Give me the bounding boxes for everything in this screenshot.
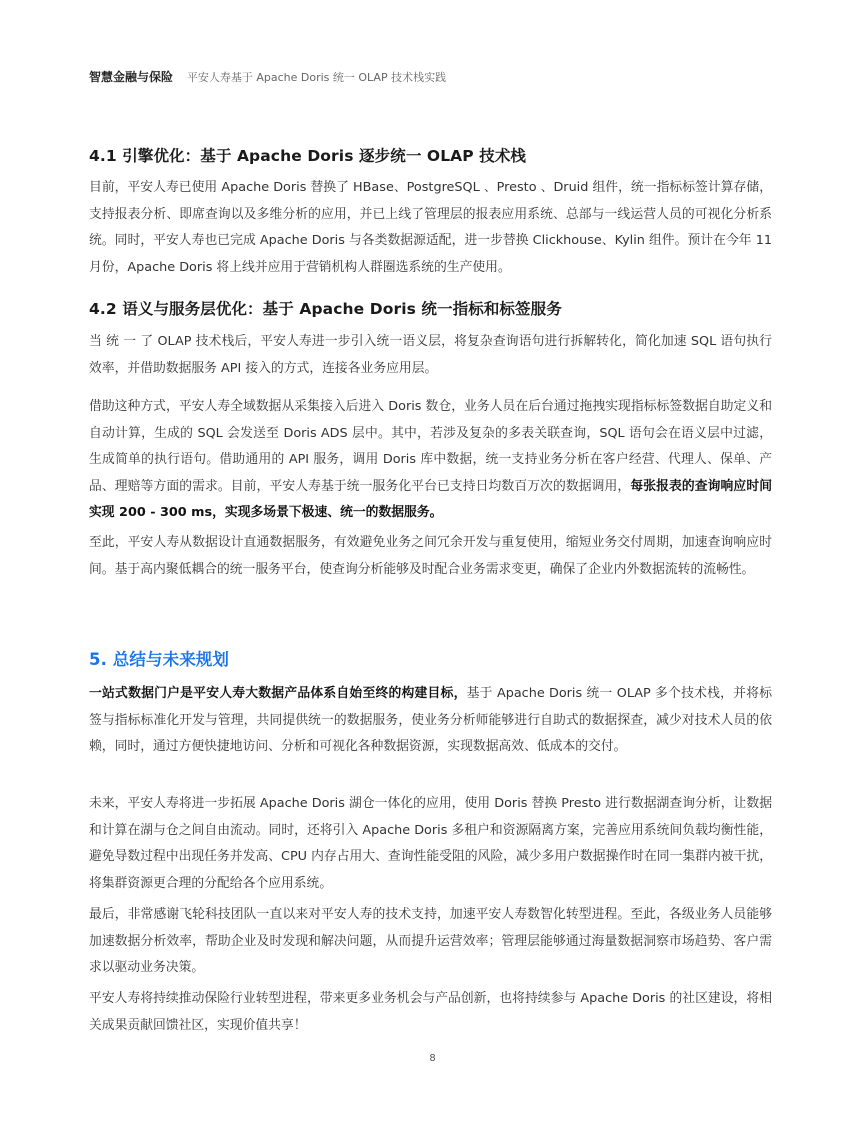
paragraph-2-highlight: 每张报表的查询响应时间实现 200 - 300 ms，实现多场景下极速、统一的数据服务。 xyxy=(89,478,773,521)
section-4-2-paragraph-1: 当 统 一 了 OLAP 技术栈后，平安人寿进一步引入统一语义层，将复杂查询语句进行拆解转化，简化加速 SQL 语句执行效率，并借助数据服务 API 接入的方式，连接各业务应用层。 xyxy=(89,334,772,376)
section-4-2-paragraph-2 xyxy=(89,394,772,527)
section-5-title: 5. 总结与未来规划 xyxy=(89,650,229,669)
paragraph-1-text: 基于 Apache Doris 统一 OLAP 多个技术栈，并将标签与指标标准化开发与管理，共同提供统一的数据服务，使业务分析师能够进行自助式的数据探查，减少对技术人员的依赖，同时，通过方便快捷地访问、分析和可视化各种数据资源，实现数据高效、低成本的交付。 xyxy=(89,686,773,755)
section-5-paragraph-2: 未来，平安人寿将进一步拓展 Apache Doris 湖仓一体化的应用，使用 Doris 替换 Presto 进行数据湖查询分析，让数据和计算在湖与仓之间自由流动。同时，还将引入 Apache Doris 多租户和资源隔离方案，完善应用系统间负载均衡性能，避免导数过程中出现任务并发高、CPU 内存占用大、查询性能受阻的风险，减少多用户数据操作时在同一集群内被干扰，将集群资源更合理的分配给各个应用系统。 xyxy=(89,796,772,891)
section-4-1-title: 4.1 引擎优化：基于 Apache Doris 逐步统一 OLAP 技术栈 xyxy=(89,147,527,165)
paragraph-1-highlight: 一站式数据门户是平安人寿大数据产品体系自始至终的构建目标， xyxy=(89,686,467,701)
page-number: 8 xyxy=(429,1053,436,1064)
section-5-paragraph-3: 最后，非常感谢飞轮科技团队一直以来对平安人寿的技术支持，加速平安人寿数智化转型进程。至此，各级业务人员能够加速数据分析效率，帮助企业及时发现和解决问题，从而提升运营效率；管理层能够通过海量数据洞察市场趋势、客户需求以驱动业务决策。 xyxy=(89,907,772,976)
header-brand: 智慧金融与保险 xyxy=(89,70,174,84)
section-4-1-paragraph-1: 目前，平安人寿已使用 Apache Doris 替换了 HBase、PostgreSQL 、Presto 、Druid 组件，统一指标标签计算存储，支持报表分析、即席查询以及多维分析的应用，并已上线了管理层的报表应用系统、总部与一线运营人员的可视化分析系统。同时，平安人寿也已完成 Apache Doris 与各类数据源适配，进一步替换 Clickhouse、Kylin 组件。预计在今年 11 月份，Apache Doris 将上线并应用于营销机构人群圈选系统的生产使用。 xyxy=(89,180,772,275)
header-subtitle: 平安人寿基于 Apache Doris 统一 OLAP 技术栈实践 xyxy=(186,71,447,84)
page-header xyxy=(89,68,446,85)
section-4-2-title: 4.2 语义与服务层优化：基于 Apache Doris 统一指标和标签服务 xyxy=(89,300,562,318)
paragraph-2-text: 借助这种方式，平安人寿全域数据从采集接入后进入 Doris 数仓，业务人员在后台通过拖拽实现指标标签数据自助定义和自动计算，生成的 SQL 会发送至 Doris ADS 层中。其中，若涉及复杂的多表关联查询，SQL 语句会在语义层中过滤，生成简单的执行语句。借助通用的 API 服务，调用 Doris 库中数据，统一支持业务分析在客户经营、代理人、保单、产品、理赔等方面的需求。目前，平安人寿基于统一服务化平台已支持日均数百万次的数据调用， xyxy=(89,399,772,494)
section-5-paragraph-4: 平安人寿将持续推动保险行业转型进程，带来更多业务机会与产品创新，也将持续参与 Apache Doris 的社区建设，将相关成果贡献回馈社区，实现价值共享！ xyxy=(89,991,772,1033)
section-5-paragraph-1 xyxy=(89,681,772,761)
section-4-2-paragraph-3: 至此，平安人寿从数据设计直通数据服务，有效避免业务之间冗余开发与重复使用，缩短业务交付周期，加速查询响应时间。基于高内聚低耦合的统一服务平台，使查询分析能够及时配合业务需求变更，确保了企业内外数据流转的流畅性。 xyxy=(89,535,772,577)
